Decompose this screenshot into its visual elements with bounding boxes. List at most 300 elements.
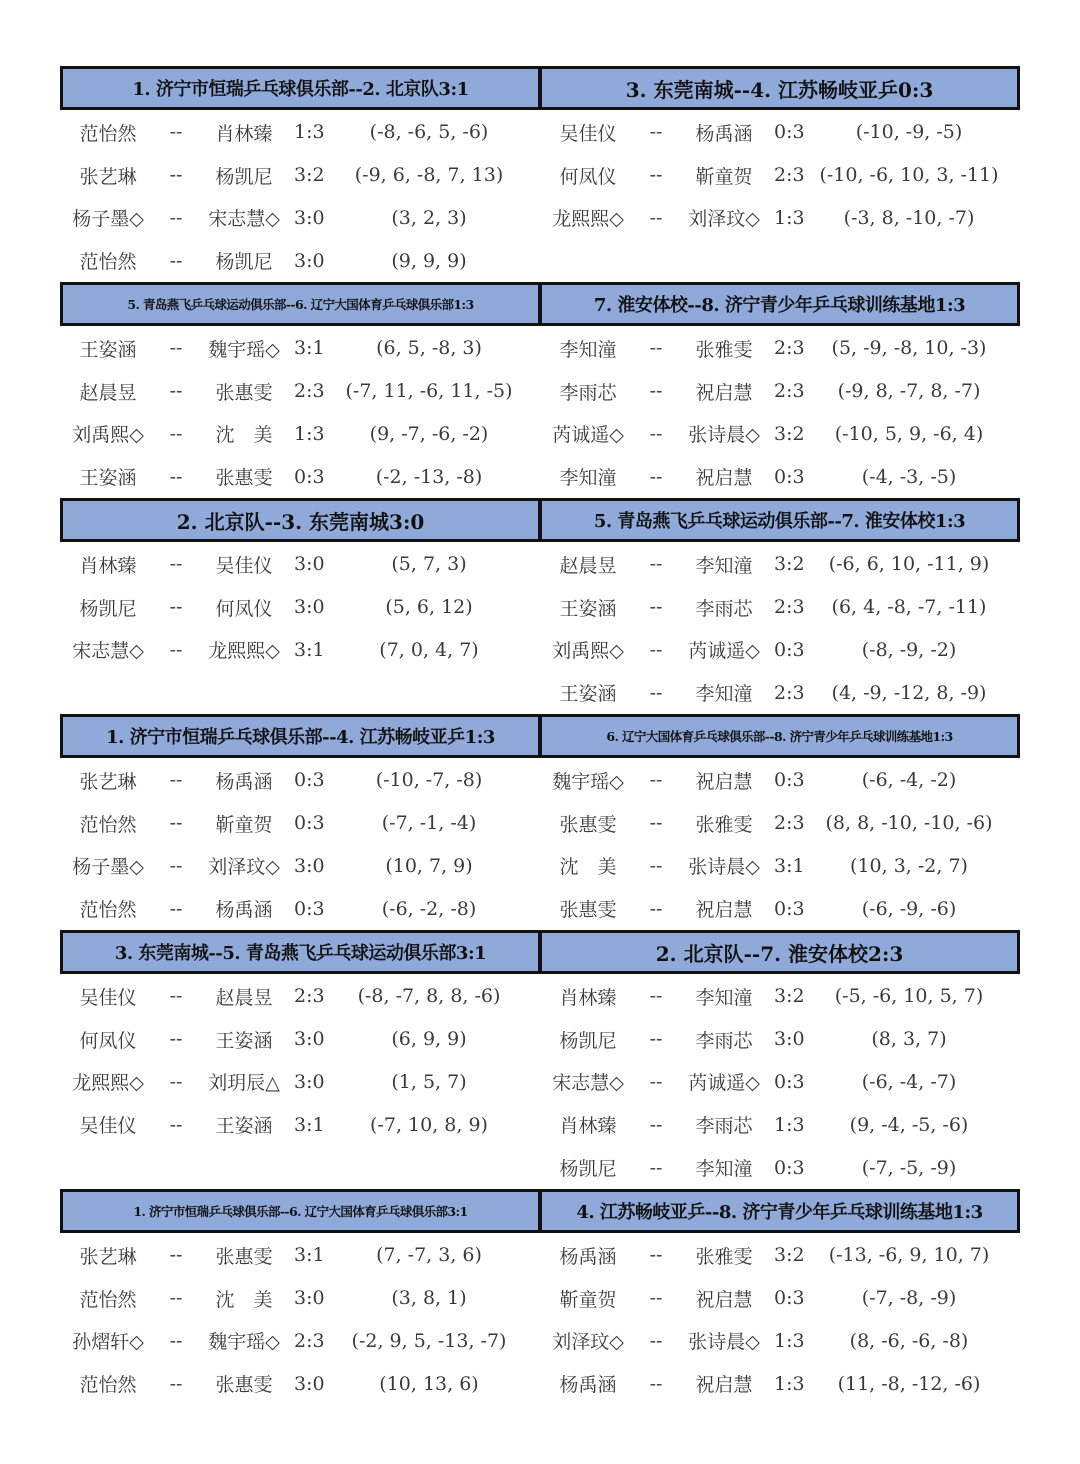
game-scores: (3, 2, 3)	[391, 206, 467, 229]
versus-separator: --	[169, 206, 183, 229]
match-row	[540, 1234, 1020, 1277]
player-away: 魏宇瑶◇	[208, 338, 280, 361]
player-away: 祝启慧	[695, 1288, 753, 1311]
match-row	[60, 1103, 540, 1146]
match-list	[540, 542, 1020, 714]
match-row	[60, 845, 540, 888]
player-away: 张雅雯	[695, 813, 753, 836]
game-scores: (-10, -6, 10, 3, -11)	[819, 164, 999, 187]
match-row	[540, 975, 1020, 1018]
versus-separator: --	[649, 1113, 663, 1136]
player-away: 李雨芯	[695, 1029, 753, 1052]
match-score: 3:1	[294, 1113, 325, 1136]
player-home: 杨子墨◇	[72, 856, 144, 879]
player-away: 王姿涵	[215, 1029, 273, 1052]
player-away: 刘泽玟◇	[688, 208, 760, 231]
game-scores: (8, 3, 7)	[871, 1028, 947, 1051]
player-away: 李知潼	[695, 683, 753, 706]
game-scores: (-8, -6, 5, -6)	[369, 121, 489, 144]
player-away: 龙熙熙◇	[208, 640, 280, 663]
match-list	[60, 542, 540, 714]
player-home: 范怡然	[79, 899, 137, 922]
game-scores: (-7, -1, -4)	[381, 812, 477, 835]
match-score: 2:3	[294, 380, 325, 403]
match-list	[60, 110, 540, 282]
versus-separator: --	[649, 1028, 663, 1051]
match-row	[60, 1277, 540, 1320]
match-row	[60, 629, 540, 672]
match-score: 0:3	[774, 638, 805, 661]
match-row	[540, 586, 1020, 629]
player-away: 何凤仪	[215, 597, 273, 620]
match-score: 1:3	[294, 121, 325, 144]
fixture-title: 5. 青岛燕飞乒乓球运动俱乐部--6. 辽宁大国体育乒乓球俱乐部1:3	[60, 282, 540, 326]
game-scores: (6, 9, 9)	[391, 1028, 467, 1051]
match-row	[540, 759, 1020, 802]
match-score: 2:3	[294, 985, 325, 1008]
fixture-left	[60, 66, 540, 282]
game-scores: (1, 5, 7)	[391, 1070, 467, 1093]
player-away: 肖林臻	[215, 122, 273, 145]
match-row	[60, 111, 540, 154]
match-row	[60, 327, 540, 370]
game-scores: (-10, 5, 9, -6, 4)	[834, 422, 984, 445]
game-scores: (-2, 9, 5, -13, -7)	[351, 1329, 507, 1352]
match-row	[540, 1061, 1020, 1104]
match-list	[540, 326, 1020, 498]
game-scores: (11, -8, -12, -6)	[837, 1372, 981, 1395]
game-scores: (-6, -4, -2)	[861, 769, 957, 792]
player-away: 李知潼	[695, 554, 753, 577]
versus-separator: --	[649, 854, 663, 877]
player-home: 范怡然	[79, 1374, 137, 1397]
match-score: 3:2	[294, 164, 325, 187]
versus-separator: --	[649, 1070, 663, 1093]
match-row	[540, 455, 1020, 498]
game-scores: (10, 7, 9)	[385, 854, 473, 877]
player-away: 张诗晨◇	[688, 856, 760, 879]
fixture-title: 7. 淮安体校--8. 济宁青少年乒乓球训练基地1:3	[540, 282, 1020, 326]
fixture-block	[60, 714, 1020, 930]
match-score: 2:3	[294, 1329, 325, 1352]
fixture-right	[540, 282, 1020, 498]
match-row	[60, 1320, 540, 1363]
player-home: 龙熙熙◇	[72, 1072, 144, 1095]
match-row	[60, 759, 540, 802]
match-score: 3:1	[294, 337, 325, 360]
game-scores: (5, 7, 3)	[391, 553, 467, 576]
fixture-title: 2. 北京队--3. 东莞南城3:0	[60, 498, 540, 542]
versus-separator: --	[169, 337, 183, 360]
match-score: 2:3	[774, 812, 805, 835]
fixture-title: 5. 青岛燕飞乒乓球运动俱乐部--7. 淮安体校1:3	[540, 498, 1020, 542]
player-away: 张诗晨◇	[688, 1331, 760, 1354]
player-home: 李雨芯	[559, 381, 617, 404]
match-score: 2:3	[774, 596, 805, 619]
match-score: 3:2	[774, 422, 805, 445]
fixture-left	[60, 930, 540, 1189]
player-away: 魏宇瑶◇	[208, 1331, 280, 1354]
versus-separator: --	[169, 1244, 183, 1267]
fixture-title: 6. 辽宁大国体育乒乓球俱乐部--8. 济宁青少年乒乓球训练基地1:3	[540, 714, 1020, 758]
player-home: 赵晨昱	[79, 381, 137, 404]
game-scores: (6, 5, -8, 3)	[376, 337, 482, 360]
match-score: 0:3	[774, 121, 805, 144]
match-row	[540, 543, 1020, 586]
player-away: 芮诚遥◇	[688, 640, 760, 663]
fixture-left	[60, 282, 540, 498]
match-row	[540, 629, 1020, 672]
player-home: 杨禹涵	[559, 1374, 617, 1397]
player-away: 芮诚遥◇	[688, 1072, 760, 1095]
versus-separator: --	[649, 812, 663, 835]
game-scores: (4, -9, -12, 8, -9)	[831, 681, 987, 704]
game-scores: (9, 9, 9)	[391, 249, 467, 272]
player-away: 刘玥辰△	[208, 1072, 280, 1095]
fixture-title: 2. 北京队--7. 淮安体校2:3	[540, 930, 1020, 974]
player-home: 吴佳仪	[79, 1115, 137, 1138]
game-scores: (-10, -9, -5)	[855, 121, 963, 144]
player-away: 张雅雯	[695, 338, 753, 361]
match-score: 3:2	[774, 553, 805, 576]
player-home: 宋志慧◇	[552, 1072, 624, 1095]
match-score: 3:1	[294, 638, 325, 661]
match-score: 0:3	[294, 812, 325, 835]
match-row	[540, 887, 1020, 930]
player-away: 祝启慧	[695, 1374, 753, 1397]
versus-separator: --	[649, 1156, 663, 1179]
player-home: 王姿涵	[559, 683, 617, 706]
versus-separator: --	[169, 985, 183, 1008]
versus-separator: --	[649, 206, 663, 229]
player-home: 王姿涵	[559, 597, 617, 620]
versus-separator: --	[169, 164, 183, 187]
match-score: 0:3	[294, 897, 325, 920]
versus-separator: --	[649, 638, 663, 661]
fixture-block	[60, 930, 1020, 1189]
player-home: 靳童贺	[559, 1288, 617, 1311]
player-away: 杨禹涵	[215, 770, 273, 793]
fixture-block	[60, 66, 1020, 282]
fixture-right	[540, 66, 1020, 282]
match-row	[540, 1103, 1020, 1146]
match-row	[60, 239, 540, 282]
versus-separator: --	[169, 1028, 183, 1051]
game-scores: (-6, -4, -7)	[861, 1070, 957, 1093]
player-home: 吴佳仪	[559, 122, 617, 145]
match-score: 0:3	[774, 897, 805, 920]
player-home: 刘泽玟◇	[552, 1331, 624, 1354]
fixture-title: 3. 东莞南城--4. 江苏畅岐亚乒0:3	[540, 66, 1020, 110]
match-score: 0:3	[774, 465, 805, 488]
match-list	[60, 758, 540, 930]
match-score: 3:1	[774, 854, 805, 877]
versus-separator: --	[649, 337, 663, 360]
player-home: 王姿涵	[79, 338, 137, 361]
player-home: 沈 美	[559, 856, 617, 879]
match-score: 3:0	[294, 206, 325, 229]
player-away: 张雅雯	[695, 1245, 753, 1268]
player-home: 芮诚遥◇	[552, 424, 624, 447]
fixture-block	[60, 1189, 1020, 1405]
player-home: 李知潼	[559, 467, 617, 490]
game-scores: (-4, -3, -5)	[861, 465, 957, 488]
match-row	[60, 543, 540, 586]
versus-separator: --	[649, 553, 663, 576]
fixture-left	[60, 498, 540, 714]
versus-separator: --	[169, 1113, 183, 1136]
player-away: 沈 美	[215, 424, 273, 447]
match-score: 3:0	[294, 249, 325, 272]
versus-separator: --	[649, 121, 663, 144]
fixture-right	[540, 498, 1020, 714]
match-score: 3:0	[294, 1287, 325, 1310]
player-home: 李知潼	[559, 338, 617, 361]
versus-separator: --	[649, 380, 663, 403]
versus-separator: --	[649, 897, 663, 920]
match-row	[540, 327, 1020, 370]
match-score: 3:0	[294, 1070, 325, 1093]
versus-separator: --	[169, 1372, 183, 1395]
game-scores: (-8, -9, -2)	[861, 638, 957, 661]
results-sheet	[60, 66, 1020, 1405]
match-row	[60, 802, 540, 845]
match-score: 1:3	[774, 1329, 805, 1352]
versus-separator: --	[169, 854, 183, 877]
versus-separator: --	[169, 1329, 183, 1352]
game-scores: (-7, 10, 8, 9)	[370, 1113, 488, 1136]
player-home: 张惠雯	[559, 813, 617, 836]
game-scores: (-13, -6, 9, 10, 7)	[828, 1244, 990, 1267]
match-score: 0:3	[774, 769, 805, 792]
versus-separator: --	[169, 897, 183, 920]
fixture-title: 1. 济宁市恒瑞乒乓球俱乐部--6. 辽宁大国体育乒乓球俱乐部3:1	[60, 1189, 540, 1233]
player-away: 李雨芯	[695, 1115, 753, 1138]
match-list	[60, 1233, 540, 1405]
match-row	[60, 154, 540, 197]
versus-separator: --	[169, 121, 183, 144]
match-score: 3:0	[294, 1028, 325, 1051]
player-home: 杨子墨◇	[72, 208, 144, 231]
match-score: 3:2	[774, 1244, 805, 1267]
match-score: 3:0	[294, 1372, 325, 1395]
player-home: 吴佳仪	[79, 986, 137, 1009]
versus-separator: --	[649, 465, 663, 488]
match-row	[60, 413, 540, 456]
player-away: 杨禹涵	[215, 899, 273, 922]
game-scores: (9, -7, -6, -2)	[369, 422, 489, 445]
match-row	[540, 1277, 1020, 1320]
versus-separator: --	[169, 465, 183, 488]
game-scores: (5, -9, -8, 10, -3)	[831, 337, 987, 360]
fixture-right	[540, 930, 1020, 1189]
player-away: 沈 美	[215, 1288, 273, 1311]
match-row	[60, 370, 540, 413]
match-list	[540, 110, 1020, 282]
player-home: 赵晨昱	[559, 554, 617, 577]
match-row	[540, 111, 1020, 154]
game-scores: (-9, 6, -8, 7, 13)	[354, 164, 504, 187]
versus-separator: --	[169, 1287, 183, 1310]
match-score: 3:0	[294, 854, 325, 877]
match-score: 2:3	[774, 380, 805, 403]
versus-separator: --	[169, 553, 183, 576]
game-scores: (10, 13, 6)	[379, 1372, 479, 1395]
match-score: 0:3	[774, 1070, 805, 1093]
match-list	[540, 758, 1020, 930]
player-away: 赵晨昱	[215, 986, 273, 1009]
fixture-left	[60, 714, 540, 930]
player-away: 李雨芯	[695, 597, 753, 620]
player-away: 张惠雯	[215, 1374, 273, 1397]
player-home: 范怡然	[79, 813, 137, 836]
match-list	[60, 974, 540, 1189]
game-scores: (9, -4, -5, -6)	[849, 1113, 969, 1136]
match-list	[540, 974, 1020, 1189]
match-row	[540, 1018, 1020, 1061]
game-scores: (-2, -13, -8)	[375, 465, 483, 488]
game-scores: (5, 6, 12)	[385, 596, 473, 619]
player-home: 魏宇瑶◇	[552, 770, 624, 793]
match-row	[540, 197, 1020, 240]
match-score: 2:3	[774, 681, 805, 704]
player-home: 范怡然	[79, 122, 137, 145]
fixture-title: 3. 东莞南城--5. 青岛燕飞乒乓球运动俱乐部3:1	[60, 930, 540, 974]
player-home: 张艺琳	[79, 165, 137, 188]
player-away: 李知潼	[695, 1158, 753, 1181]
fixture-block	[60, 498, 1020, 714]
fixture-title: 1. 济宁市恒瑞乒乓球俱乐部--2. 北京队3:1	[60, 66, 540, 110]
player-away: 张诗晨◇	[688, 424, 760, 447]
versus-separator: --	[649, 164, 663, 187]
player-home: 龙熙熙◇	[552, 208, 624, 231]
match-row	[60, 455, 540, 498]
match-row	[540, 671, 1020, 714]
player-away: 张惠雯	[215, 381, 273, 404]
match-row	[60, 197, 540, 240]
match-score: 1:3	[774, 1372, 805, 1395]
fixture-title: 1. 济宁市恒瑞乒乓球俱乐部--4. 江苏畅岐亚乒1:3	[60, 714, 540, 758]
player-home: 肖林臻	[559, 1115, 617, 1138]
game-scores: (-3, 8, -10, -7)	[843, 206, 975, 229]
versus-separator: --	[169, 596, 183, 619]
player-home: 范怡然	[79, 1288, 137, 1311]
versus-separator: --	[169, 422, 183, 445]
player-home: 张艺琳	[79, 770, 137, 793]
player-away: 吴佳仪	[215, 554, 273, 577]
player-away: 杨禹涵	[695, 122, 753, 145]
versus-separator: --	[169, 1070, 183, 1093]
match-row	[540, 1146, 1020, 1189]
player-home: 何凤仪	[559, 165, 617, 188]
versus-separator: --	[649, 681, 663, 704]
game-scores: (-5, -6, 10, 5, 7)	[834, 985, 984, 1008]
game-scores: (-7, 11, -6, 11, -5)	[345, 380, 513, 403]
player-home: 王姿涵	[79, 467, 137, 490]
match-score: 3:0	[294, 596, 325, 619]
player-away: 张惠雯	[215, 467, 273, 490]
versus-separator: --	[169, 638, 183, 661]
game-scores: (-10, -7, -8)	[375, 769, 483, 792]
versus-separator: --	[649, 1372, 663, 1395]
versus-separator: --	[169, 769, 183, 792]
player-home: 刘禹熙◇	[552, 640, 624, 663]
player-home: 范怡然	[79, 251, 137, 274]
match-score: 2:3	[774, 337, 805, 360]
player-home: 杨凯尼	[559, 1029, 617, 1052]
game-scores: (-8, -7, 8, 8, -6)	[357, 985, 501, 1008]
match-score: 2:3	[774, 164, 805, 187]
match-row	[60, 1234, 540, 1277]
game-scores: (-6, -9, -6)	[861, 897, 957, 920]
player-away: 祝启慧	[695, 899, 753, 922]
player-home: 肖林臻	[79, 554, 137, 577]
player-away: 祝启慧	[695, 467, 753, 490]
player-home: 何凤仪	[79, 1029, 137, 1052]
fixture-right	[540, 1189, 1020, 1405]
player-away: 李知潼	[695, 986, 753, 1009]
player-away: 刘泽玟◇	[208, 856, 280, 879]
player-home: 张艺琳	[79, 1245, 137, 1268]
match-score: 1:3	[774, 1113, 805, 1136]
match-score: 1:3	[774, 206, 805, 229]
match-row	[60, 1018, 540, 1061]
match-row	[60, 1061, 540, 1104]
game-scores: (-9, 8, -7, 8, -7)	[837, 380, 981, 403]
match-row	[540, 802, 1020, 845]
player-away: 王姿涵	[215, 1115, 273, 1138]
game-scores: (6, 4, -8, -7, -11)	[831, 596, 987, 619]
versus-separator: --	[649, 422, 663, 445]
player-home: 杨凯尼	[559, 1158, 617, 1181]
player-home: 杨凯尼	[79, 597, 137, 620]
player-away: 张惠雯	[215, 1245, 273, 1268]
match-row	[540, 1320, 1020, 1363]
versus-separator: --	[649, 769, 663, 792]
fixture-block	[60, 282, 1020, 498]
game-scores: (7, 0, 4, 7)	[379, 638, 479, 661]
match-score: 1:3	[294, 422, 325, 445]
player-away: 靳童贺	[695, 165, 753, 188]
match-score: 0:3	[294, 465, 325, 488]
versus-separator: --	[169, 380, 183, 403]
game-scores: (10, 3, -2, 7)	[850, 854, 968, 877]
match-list	[540, 1233, 1020, 1405]
player-home: 张惠雯	[559, 899, 617, 922]
match-score: 3:1	[294, 1244, 325, 1267]
match-score: 0:3	[774, 1156, 805, 1179]
versus-separator: --	[649, 1287, 663, 1310]
game-scores: (3, 8, 1)	[391, 1287, 467, 1310]
match-list	[60, 326, 540, 498]
player-home: 肖林臻	[559, 986, 617, 1009]
game-scores: (8, 8, -10, -10, -6)	[825, 812, 993, 835]
match-score: 3:0	[294, 553, 325, 576]
player-home: 宋志慧◇	[72, 640, 144, 663]
versus-separator: --	[649, 596, 663, 619]
player-away: 杨凯尼	[215, 251, 273, 274]
versus-separator: --	[649, 1329, 663, 1352]
match-row	[60, 975, 540, 1018]
player-home: 孙熠轩◇	[72, 1331, 144, 1354]
fixture-right	[540, 714, 1020, 930]
game-scores: (-6, -2, -8)	[381, 897, 477, 920]
game-scores: (-7, -8, -9)	[861, 1287, 957, 1310]
game-scores: (-6, 6, 10, -11, 9)	[828, 553, 990, 576]
versus-separator: --	[649, 1244, 663, 1267]
fixture-title: 4. 江苏畅岐亚乒--8. 济宁青少年乒乓球训练基地1:3	[540, 1189, 1020, 1233]
game-scores: (-7, -5, -9)	[861, 1156, 957, 1179]
